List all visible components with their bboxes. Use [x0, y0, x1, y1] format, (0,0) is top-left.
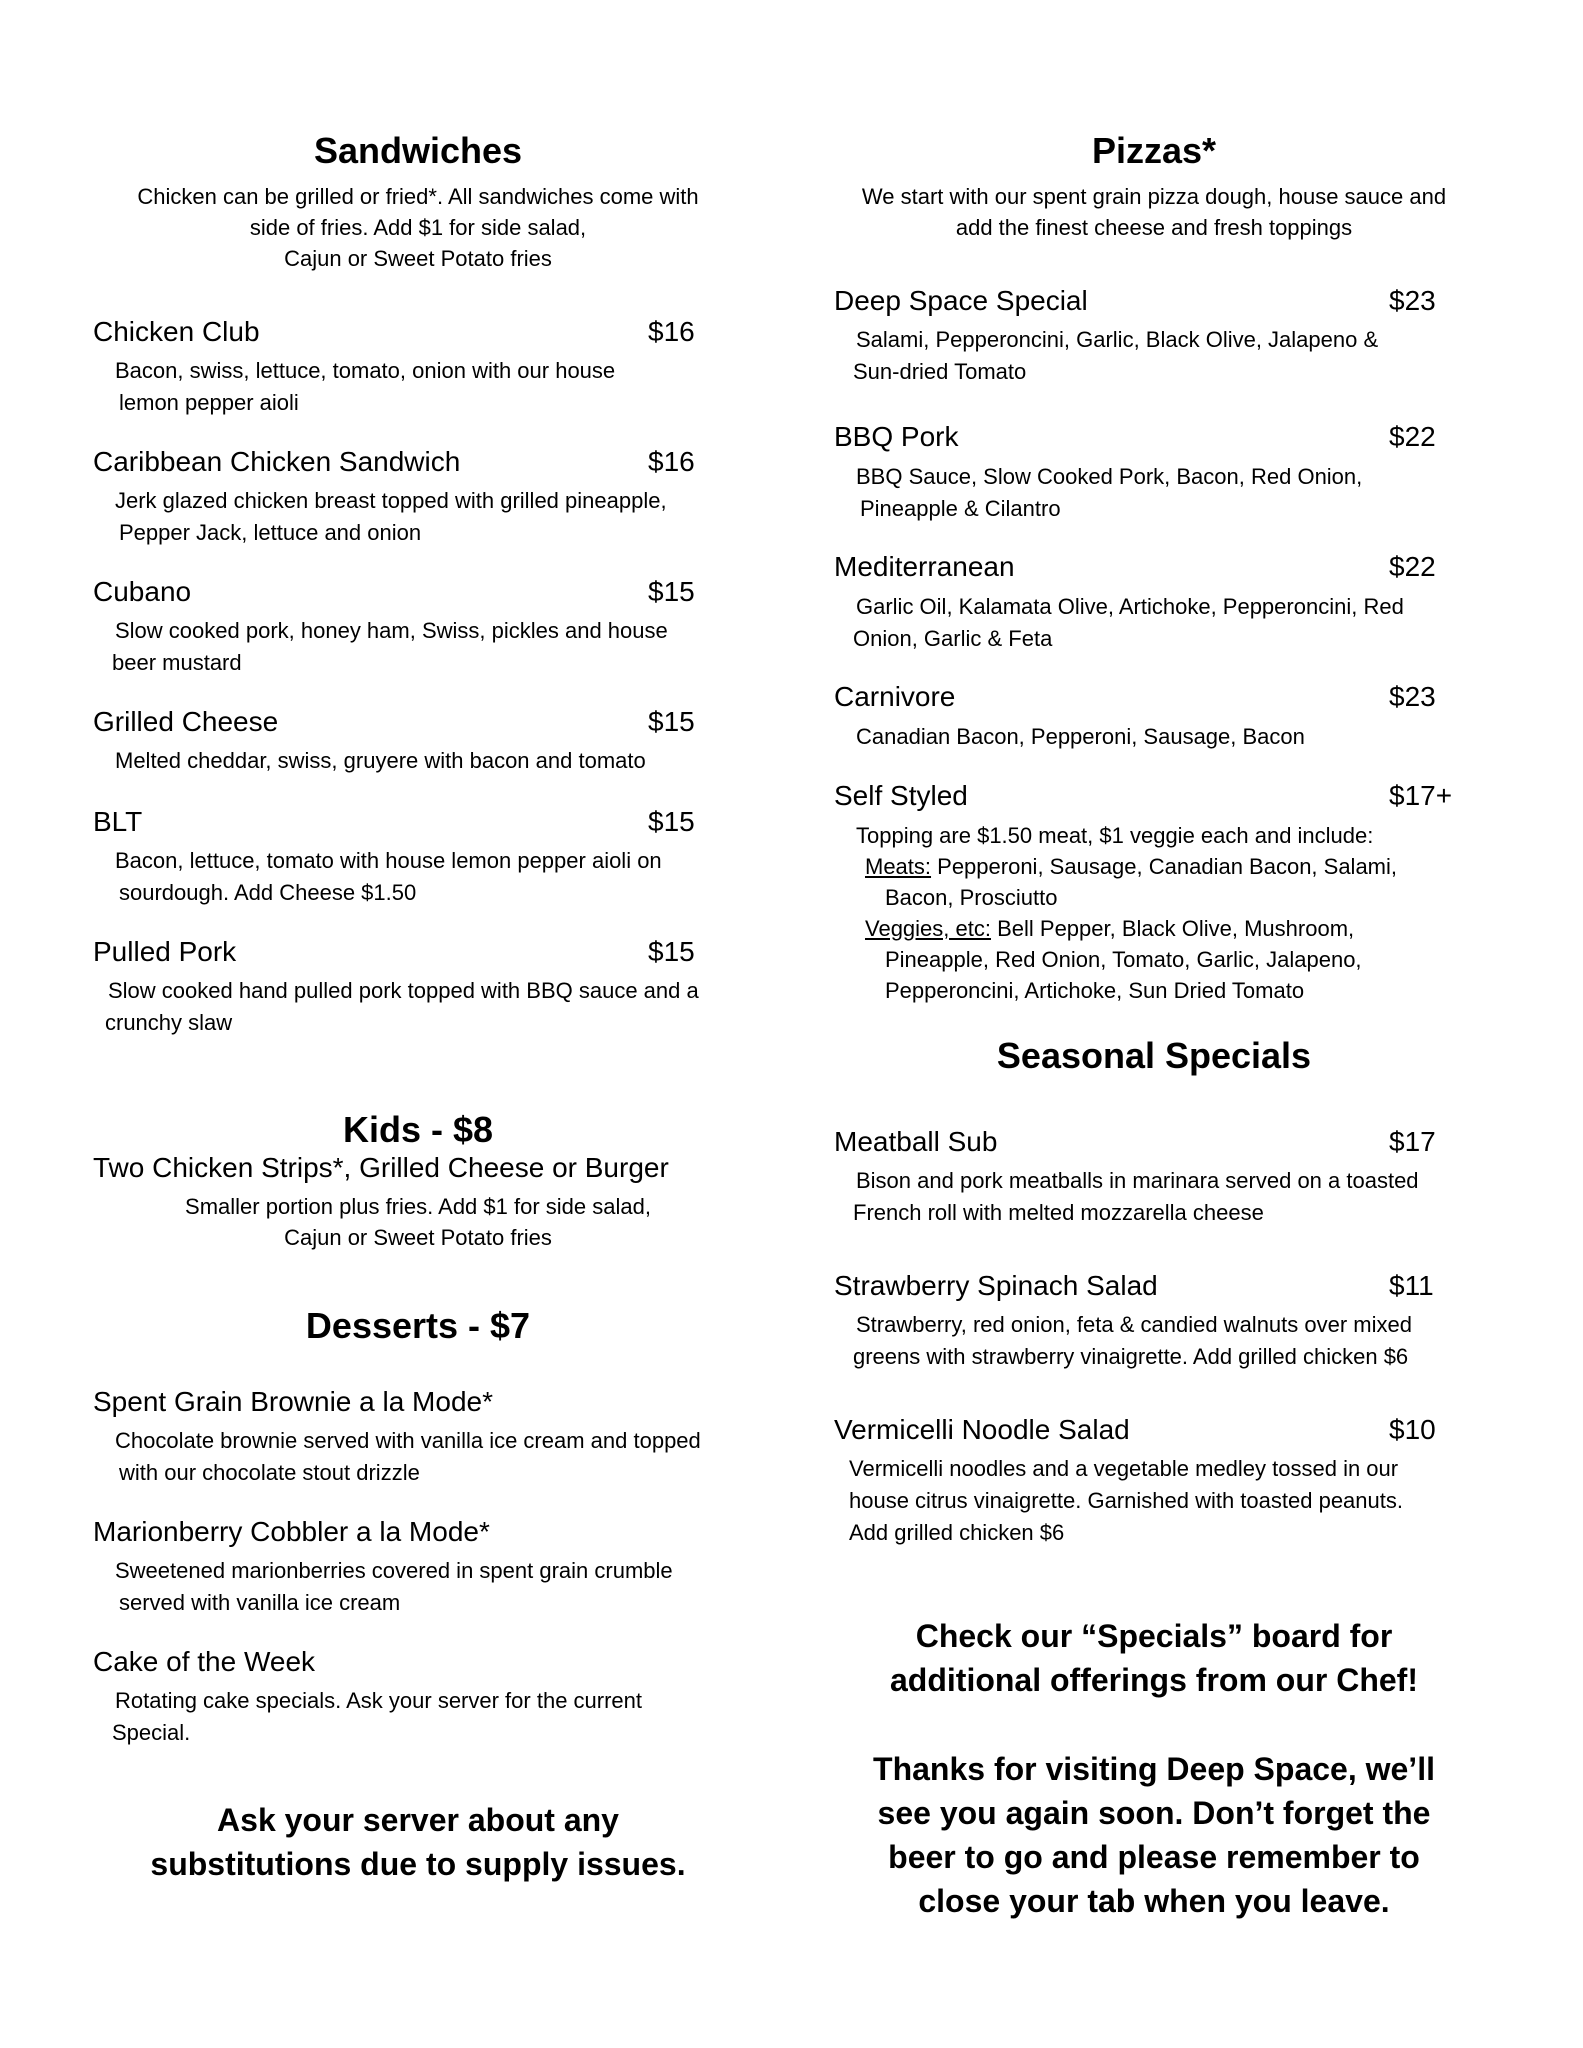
intro-line: side of fries. Add $1 for side salad,: [249, 215, 587, 240]
menu-item-desc: Melted cheddar, swiss, gruyere with bacon and tomato: [115, 748, 646, 773]
menu-item-desc: [856, 820, 1373, 851]
menu-item-name: Carnivore: [834, 681, 956, 712]
menu-item-name: Deep Space Special: [834, 285, 1088, 316]
menu-item-price: $16: [648, 446, 695, 477]
menu-item-desc: Onion, Garlic & Feta: [853, 626, 1053, 651]
menu-item-price: $23: [1389, 285, 1436, 316]
intro-line: Smaller portion plus fries. Add $1 for side salad,: [185, 1194, 651, 1219]
meats-list: Pepperoni, Sausage, Canadian Bacon, Salami,: [931, 854, 1398, 879]
menu-item-price: $15: [648, 936, 695, 967]
message-line: beer to go and please remember to: [888, 1839, 1420, 1875]
menu-item-desc: Salami, Pepperoncini, Garlic, Black Olive, Jalapeno &: [856, 327, 1379, 352]
substitutions-notice: [93, 1798, 743, 1886]
menu-item-desc: Slow cooked hand pulled pork topped with BBQ sauce and a: [108, 978, 699, 1003]
veggies-line: Pepperoncini, Artichoke, Sun Dried Tomato: [885, 978, 1305, 1003]
menu-item-name: Spent Grain Brownie a la Mode*: [93, 1386, 493, 1417]
menu-item-desc: Chocolate brownie served with vanilla ice cream and topped: [115, 1428, 701, 1453]
menu-item-price: $23: [1389, 681, 1436, 712]
menu-item-name: Strawberry Spinach Salad: [834, 1270, 1158, 1301]
menu-item-price: $10: [1389, 1414, 1436, 1445]
intro-line: Cajun or Sweet Potato fries: [284, 1225, 552, 1250]
meats-line: [865, 851, 1397, 882]
menu-item-desc: Pineapple & Cilantro: [860, 496, 1061, 521]
message-line: Check our “Specials” board for: [915, 1618, 1393, 1654]
menu-item-desc: Vermicelli noodles and a vegetable medley tossed in our: [849, 1456, 1399, 1481]
seasonal-heading: Seasonal Specials: [996, 1035, 1312, 1076]
menu-item-price: $11: [1389, 1270, 1434, 1301]
veggies-line: Pineapple, Red Onion, Tomato, Garlic, Jalapeno,: [885, 947, 1362, 972]
menu-item-name: Pulled Pork: [93, 936, 237, 967]
menu-item-price: $17: [1389, 1126, 1436, 1157]
menu-item-desc: Strawberry, red onion, feta & candied walnuts over mixed: [856, 1312, 1412, 1337]
menu-item-name: Marionberry Cobbler a la Mode*: [93, 1516, 490, 1547]
menu-item-desc: beer mustard: [112, 650, 242, 675]
pizzas-intro: [834, 181, 1474, 243]
menu-item-desc: Garlic Oil, Kalamata Olive, Artichoke, Pepperoncini, Red: [856, 594, 1404, 619]
menu-item-name: Cubano: [93, 576, 192, 607]
menu-item-name: Chicken Club: [93, 316, 260, 347]
menu-item-desc: greens with strawberry vinaigrette. Add grilled chicken $6: [853, 1344, 1409, 1369]
menu-item-desc: Sweetened marionberries covered in spent grain crumble: [115, 1558, 673, 1583]
message-line: Thanks for visiting Deep Space, we’ll: [873, 1751, 1435, 1787]
menu-item-desc: Special.: [112, 1720, 191, 1745]
toppings-intro: Topping are $1.50 meat, $1 veggie each and include:: [856, 823, 1374, 848]
menu-item-name: Vermicelli Noodle Salad: [834, 1414, 1130, 1445]
menu-item-desc: crunchy slaw: [105, 1010, 233, 1035]
specials-board-message: [834, 1614, 1474, 1702]
menu-item-desc: Slow cooked pork, honey ham, Swiss, pickles and house: [115, 618, 668, 643]
menu-item-price: $15: [648, 806, 695, 837]
menu-item-desc: sourdough. Add Cheese $1.50: [119, 880, 417, 905]
menu-item-desc: Bacon, swiss, lettuce, tomato, onion with our house: [115, 358, 616, 383]
veggies-label: Veggies, etc:: [865, 916, 991, 941]
menu-item-desc: French roll with melted mozzarella cheese: [853, 1200, 1264, 1225]
menu-item-desc: with our chocolate stout drizzle: [119, 1460, 420, 1485]
menu-item-name: Grilled Cheese: [93, 706, 279, 737]
menu-item-desc: Pepper Jack, lettuce and onion: [119, 520, 422, 545]
meats-line: Bacon, Prosciutto: [885, 885, 1058, 910]
desserts-heading: Desserts - $7: [305, 1305, 531, 1346]
sandwiches-heading: Sandwiches: [313, 130, 523, 171]
menu-item-price: $15: [648, 706, 695, 737]
menu-item-price: $17+: [1389, 780, 1453, 811]
menu-item-desc: Rotating cake specials. Ask your server for the current: [115, 1688, 643, 1713]
menu-item-desc: served with vanilla ice cream: [119, 1590, 401, 1615]
message-line: close your tab when you leave.: [918, 1883, 1390, 1919]
menu-item-price: $22: [1389, 421, 1436, 452]
menu-item-desc: Add grilled chicken $6: [849, 1520, 1065, 1545]
veggies-list: Bell Pepper, Black Olive, Mushroom,: [990, 916, 1355, 941]
menu-item-price: $16: [648, 316, 695, 347]
menu-item-desc: Sun-dried Tomato: [853, 359, 1027, 384]
menu-item-desc: BBQ Sauce, Slow Cooked Pork, Bacon, Red Onion,: [856, 464, 1363, 489]
intro-line: Cajun or Sweet Potato fries: [284, 246, 552, 271]
menu-item-desc: Jerk glazed chicken breast topped with grilled pineapple,: [115, 488, 667, 513]
menu-item-name: Cake of the Week: [93, 1646, 316, 1677]
thanks-message: [834, 1747, 1474, 1923]
notice-line: Ask your server about any: [217, 1802, 619, 1838]
sandwiches-intro: [93, 181, 743, 274]
message-line: see you again soon. Don’t forget the: [877, 1795, 1431, 1831]
intro-line: We start with our spent grain pizza dough, house sauce and: [861, 184, 1447, 209]
kids-intro: [93, 1191, 743, 1253]
menu-item-desc: Bison and pork meatballs in marinara served on a toasted: [856, 1168, 1419, 1193]
intro-line: Chicken can be grilled or fried*. All sandwiches come with: [137, 184, 699, 209]
meats-label: Meats:: [865, 854, 932, 879]
veggies-line: [865, 913, 1354, 944]
kids-heading: Kids - $8: [342, 1109, 494, 1150]
menu-item-name: BLT: [93, 806, 143, 837]
message-line: additional offerings from our Chef!: [890, 1662, 1418, 1698]
menu-item-price: $15: [648, 576, 695, 607]
menu-item-desc: Canadian Bacon, Pepperoni, Sausage, Bacon: [856, 724, 1305, 749]
menu-item-name: Self Styled: [834, 780, 968, 811]
menu-item-name: BBQ Pork: [834, 421, 959, 452]
menu-item-desc: house citrus vinaigrette. Garnished with toasted peanuts.: [849, 1488, 1403, 1513]
kids-subheading: Two Chicken Strips*, Grilled Cheese or Burger: [93, 1152, 669, 1183]
pizzas-heading: Pizzas*: [1091, 130, 1217, 171]
menu-item-desc: lemon pepper aioli: [119, 390, 299, 415]
menu-item-name: Meatball Sub: [834, 1126, 998, 1157]
menu-item-name: Caribbean Chicken Sandwich: [93, 446, 461, 477]
menu-item-name: Mediterranean: [834, 551, 1015, 582]
intro-line: add the finest cheese and fresh toppings: [955, 215, 1353, 240]
notice-line: substitutions due to supply issues.: [150, 1846, 686, 1882]
menu-item-desc: Bacon, lettuce, tomato with house lemon pepper aioli on: [115, 848, 662, 873]
menu-item-price: $22: [1389, 551, 1436, 582]
